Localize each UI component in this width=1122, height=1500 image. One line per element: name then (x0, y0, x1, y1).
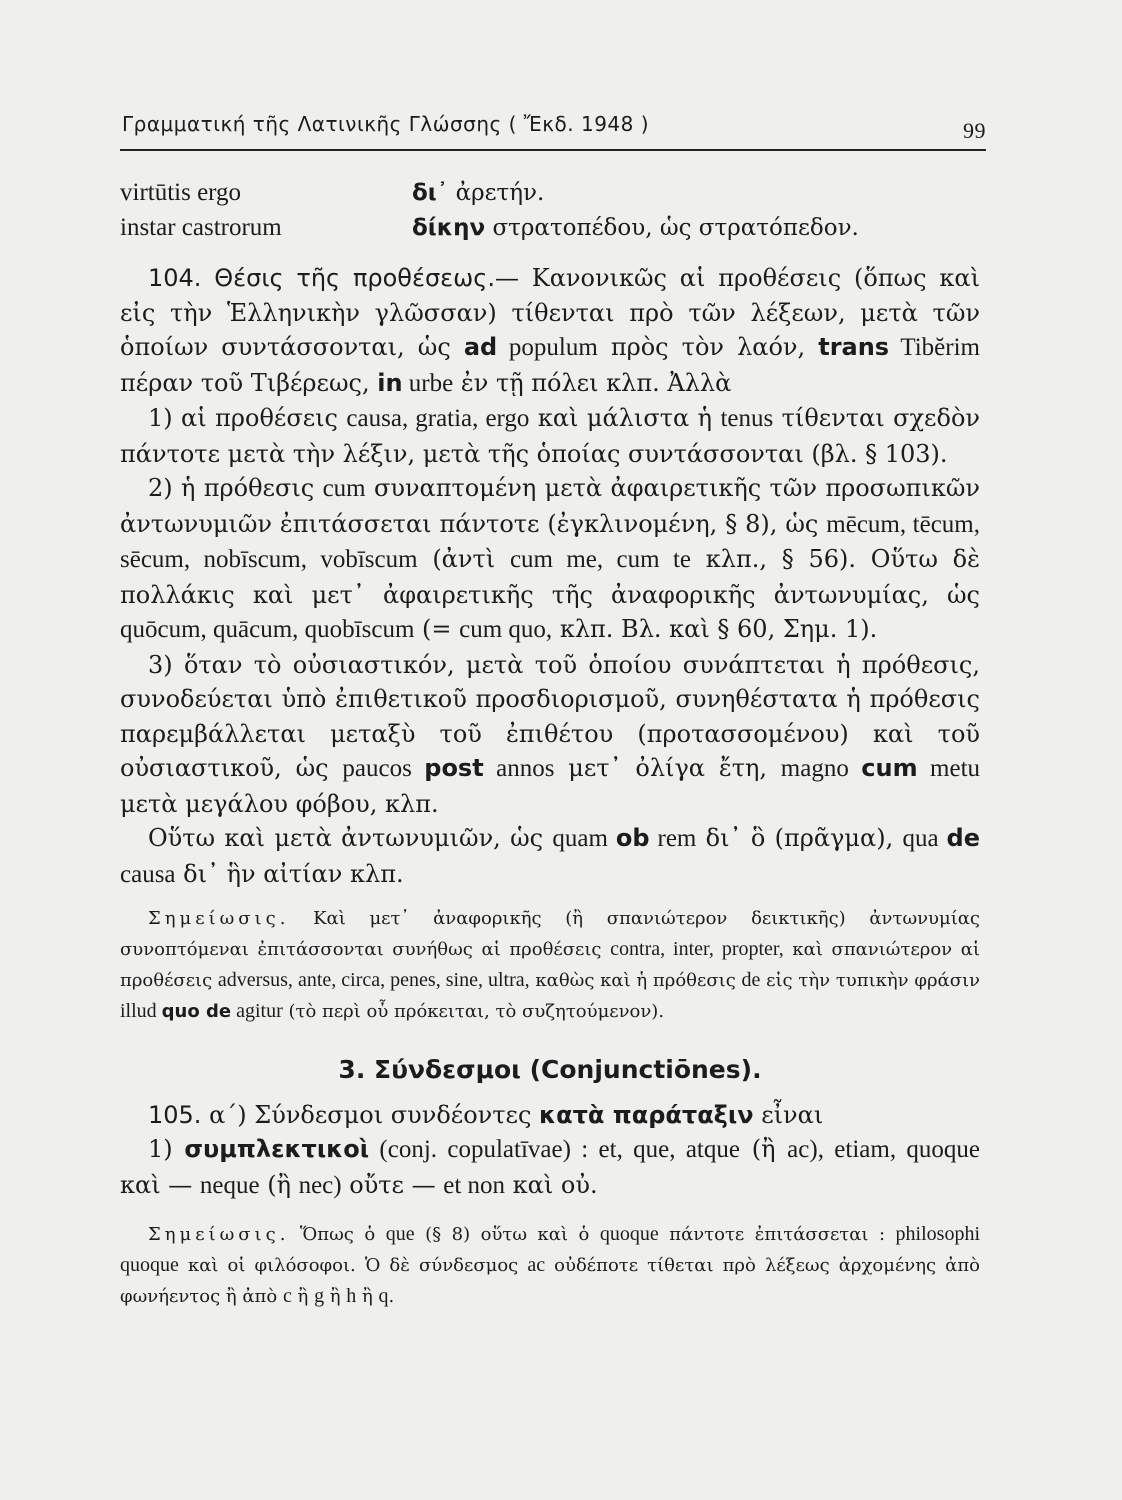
text-run: δι᾿ ἣν αἰτίαν κλπ. (175, 859, 404, 888)
latin-text: de (741, 969, 761, 991)
text-run: (ἀντὶ (417, 545, 510, 573)
latin-text: etiam, quoque (823, 1136, 981, 1163)
text-run: δι᾿ ὃ (πρᾶγμα), (696, 824, 903, 852)
latin-text: cum quo, (459, 616, 553, 643)
section-3-heading: 3. Σύνδεσμοι (Conjunctiōnes). (338, 1055, 762, 1084)
page-body (120, 176, 980, 1312)
text-run: α΄) Σύνδεσμοι συνδέοντες (201, 1100, 540, 1129)
latin-text: que (385, 1223, 415, 1245)
text-run: μετὰ μεγάλου φόβου, κλπ. (120, 789, 439, 818)
latin-text: paucos (342, 755, 425, 782)
latin-text: ac (527, 1254, 546, 1276)
latin-text: c (282, 1285, 292, 1307)
text-run: (ἢ (739, 1135, 788, 1163)
conjunction-1-paragraph (120, 1132, 980, 1203)
text-run: (ἢ (259, 1170, 299, 1199)
vocab-greek-bold: δίκην (412, 214, 486, 241)
latin-text: (conj. copulatīvae) : et, que, atque (369, 1136, 740, 1163)
text-run: καὶ σπανιώτερον αἱ προθέσεις (120, 939, 980, 991)
text-run: πρὸς τὸν λαόν, (597, 333, 819, 361)
text-run: ἢ (356, 1286, 379, 1307)
vocab-greek-text: ἀρετήν. (448, 180, 545, 206)
bold-latin: trans (818, 333, 890, 361)
latin-text: metu (917, 755, 981, 782)
latin-text: cum me, cum te (509, 546, 691, 573)
text-run: κλπ. Βλ. καὶ § 60, Σημ. 1). (552, 615, 878, 643)
text-run: καθὼς καὶ ἡ πρόθεσις (529, 970, 742, 991)
text-run: . (388, 1286, 395, 1307)
rule-3b-paragraph (120, 821, 980, 892)
bold-greek: κατὰ παράταξιν (539, 1100, 754, 1129)
latin-text: Tibĕrim (889, 334, 980, 361)
text-run: ἐν τῇ πόλει κλπ. Ἀλλὰ (453, 368, 732, 397)
latin-text: illud (120, 1000, 162, 1022)
latin-text: tenus (720, 405, 774, 432)
text-run: ἢ (291, 1286, 315, 1307)
note-label: Σημείωσις. (148, 1224, 290, 1245)
bold-latin: quo de (161, 1001, 232, 1022)
bold-latin: ob (615, 824, 650, 852)
latin-text: neque (199, 1171, 260, 1199)
vocab-greek-bold: δι᾿ (412, 180, 449, 206)
text-run: 2) ἡ πρόθεσις (148, 474, 323, 502)
text-run: 1) (148, 1135, 185, 1163)
vocab-row (120, 176, 980, 211)
bold-latin: ad (463, 333, 498, 361)
bold-latin: de (946, 824, 981, 852)
text-run: — Κανονικῶς αἱ προθέσεις (ὅπως καὶ εἰς τὴν Ἑλληνικὴν γλῶσσαν) τίθενται πρὸ τῶν λέξεων, μετὰ τῶν ὁποίων συντάσσονται, ὡς (120, 264, 980, 361)
latin-text: populum (497, 334, 598, 361)
text-run: Ὅπως ὁ (289, 1224, 386, 1245)
bold-latin: cum (861, 754, 918, 782)
header-rule (120, 149, 986, 151)
latin-text: ac), (787, 1136, 824, 1163)
text-run: Οὕτω καὶ μετὰ ἀντωνυμιῶν, ὡς (148, 824, 553, 852)
latin-text: cum (322, 475, 366, 502)
text-run: 3) ὅταν τὸ οὐσιαστικόν, μετὰ τοῦ ὁποίου συνάπτεται ἡ πρόθεσις, συνοδεύεται ὑπὸ ἐπιθετικοῦ προσδιορισμοῦ, συνηθέστατα ἡ πρόθεσις παρεμβάλλεται μεταξὺ τοῦ ἐπιθέτου (προτασσομένου) καὶ τοῦ οὐσιαστικοῦ, ὡς (120, 650, 980, 782)
note-2 (120, 1219, 980, 1312)
text-run: καὶ μάλιστα ἡ (529, 404, 721, 432)
text-run: συναπτομένη μετὰ ἀφαιρετικῆς τῶν προσωπικῶν ἀντωνυμιῶν ἐπιτάσσεται πάντοτε (ἐγκλινομένη, § 8), ὡς (120, 474, 980, 538)
text-run: (§ 8) οὕτω καὶ ὁ (414, 1224, 600, 1245)
note-label: Σημείωσις. (148, 908, 290, 929)
page-number: 99 (963, 118, 986, 143)
text-run: καὶ οὐ. (505, 1170, 598, 1199)
latin-text: g (314, 1285, 325, 1307)
text-run: ἢ (324, 1286, 347, 1307)
latin-text: quoque (599, 1223, 659, 1245)
latin-text: qua (902, 825, 947, 852)
latin-text: magno (780, 755, 862, 782)
vocab-latin: instar castrorum (120, 213, 282, 241)
vocab-row (120, 211, 980, 246)
latin-text: mēcum, tēcum, sēcum, nobīscum, vobīscum (120, 510, 980, 573)
latin-text: nec) (298, 1171, 342, 1199)
text-run: κλπ., § 56). Οὕτω δὲ πολλάκις καὶ μετ᾿ ἀφαιρετικῆς τῆς ἀναφορικῆς ἀντωνυμίας, ὡς (120, 545, 981, 609)
latin-text: quam (552, 825, 616, 852)
latin-text: quōcum, quācum, quobīscum (120, 616, 415, 643)
text-run: καὶ — (120, 1170, 200, 1199)
latin-text: causa (120, 860, 176, 888)
text-run: πέραν τοῦ Τιβέρεως, (120, 368, 378, 397)
section-104-paragraph (120, 261, 980, 401)
latin-text: causa, gratia, ergo (346, 405, 530, 432)
text-run: οὐδέποτε τίθεται πρὸ λέξεως ἀρχομένης ἀπὸ φωνήεντος ἢ ἀπὸ (120, 1255, 980, 1307)
latin-text: annos (483, 755, 555, 782)
latin-text: et non (443, 1171, 506, 1199)
running-header (122, 112, 986, 143)
vocab-greek-text: στρατοπέδου, ὡς στρατόπεδον. (485, 214, 859, 241)
text-run: καὶ οἱ φιλόσοφοι. Ὁ δὲ σύνδεσμος (178, 1255, 528, 1276)
rule-2-paragraph (120, 471, 980, 648)
text-run: οὔτε — (341, 1170, 444, 1199)
bold-latin: in (377, 368, 403, 397)
section-104-number: 104. (148, 264, 202, 292)
latin-text: q (378, 1285, 389, 1307)
text-run: εἰς τὴν τυπικὴν φράσιν (760, 970, 980, 991)
vocab-latin: virtūtis ergo (120, 179, 242, 206)
text-run: 1) αἱ προθέσεις (148, 404, 347, 432)
vocab-greek (412, 176, 544, 211)
latin-text: agitur (231, 1000, 283, 1022)
text-run: τίθενται σχεδὸν πάντοτε μετὰ τὴν λέξιν, μετὰ τῆς ὁποίας συντάσσονται (βλ. § 103). (120, 404, 980, 468)
text-run: (= (414, 615, 460, 643)
latin-text: philosophi quoque (120, 1223, 980, 1276)
text-run: εἶναι (753, 1100, 824, 1129)
latin-text: h (346, 1285, 357, 1307)
section-105-paragraph (120, 1098, 980, 1133)
text-run: πάντοτε ἐπιτάσσεται : (658, 1224, 896, 1245)
text-run: μετ᾿ ὀλίγα ἔτη, (554, 754, 781, 782)
running-title: Γραμματική τῆς Λατινικῆς Γλώσσης ( Ἔκδ. 1948 ) (122, 112, 650, 136)
rule-1-paragraph (120, 401, 980, 471)
latin-text: adversus, ante, circa, penes, sine, ultra, (217, 969, 530, 991)
note-1 (120, 904, 980, 1027)
text-run: (τὸ περὶ οὗ πρόκειται, τὸ συζητούμενον). (282, 1001, 665, 1022)
bold-greek: συμπλεκτικοὶ (184, 1135, 370, 1163)
text-run: Καὶ μετ᾿ ἀναφορικῆς (ἢ σπανιώτερον δεικτικῆς) ἀντωνυμίας συνοπτόμεναι ἐπιτάσσονται συνήθως αἱ προθέσεις (120, 908, 980, 960)
latin-text: rem (649, 825, 697, 852)
latin-text: urbe (402, 369, 454, 397)
vocab-greek (412, 211, 859, 246)
section-104-title: Θέσις τῆς προθέσεως. (214, 264, 495, 292)
section-105-number: 105. (148, 1100, 202, 1129)
bold-latin: post (424, 754, 484, 782)
latin-text: contra, inter, propter, (610, 938, 784, 960)
rule-3-paragraph (120, 648, 980, 822)
